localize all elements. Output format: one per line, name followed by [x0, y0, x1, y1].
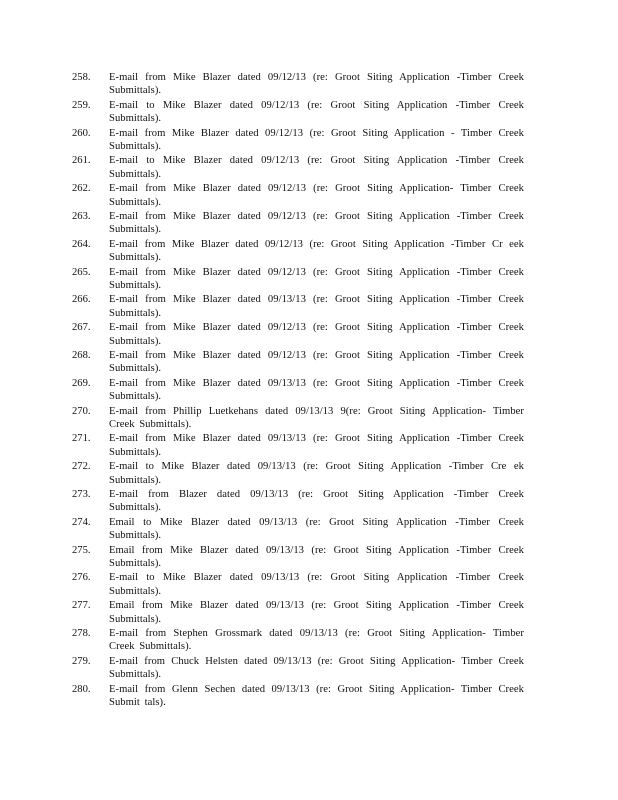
list-item [72, 210, 532, 238]
item-number: 266. [72, 294, 91, 306]
item-text: E-mail to Mike Blazer dated 09/13/13 (re: Groot Siting Application -Timber Creek Submittals). [109, 572, 524, 597]
item-text: E-mail from Mike Blazer dated 09/12/13 (re: Groot Siting Application -Timber Cr eek Submittals). [109, 238, 524, 264]
item-text: E-mail from Chuck Helsten dated 09/13/13 (re: Groot Siting Application- Timber Creek Submittals). [109, 655, 524, 681]
item-text: E-mail from Mike Blazer dated 09/12/13 (re: Groot Siting Application -Timber Creek Submittals). [109, 266, 524, 291]
item-text: Email from Mike Blazer dated 09/13/13 (re: Groot Siting Application -Timber Creek Submittals). [109, 600, 524, 625]
item-text: E-mail from Phillip Luetkehans dated 09/13/13 9(re: Groot Siting Application- Timber Creek Submittals). [109, 405, 524, 430]
item-number: 268. [72, 349, 91, 361]
email-exhibit-list [72, 71, 532, 710]
item-text: E-mail from Blazer dated 09/13/13 (re: Groot Siting Application -Timber Creek Submittals). [109, 488, 524, 514]
list-item [72, 182, 532, 210]
list-item [72, 516, 532, 544]
list-item [72, 349, 532, 377]
item-number: 274. [72, 516, 91, 528]
item-text: E-mail to Mike Blazer dated 09/12/13 (re: Groot Siting Application -Timber Creek Submittals). [109, 155, 524, 180]
item-number: 264. [72, 238, 91, 250]
item-text: Email from Mike Blazer dated 09/13/13 (re: Groot Siting Application -Timber Creek Submittals). [109, 544, 524, 569]
item-number: 271. [72, 433, 91, 445]
item-number: 261. [72, 155, 91, 167]
list-item [72, 99, 532, 127]
item-number: 272. [72, 461, 91, 473]
list-item [72, 488, 532, 516]
item-number: 278. [72, 627, 91, 639]
item-number: 270. [72, 405, 91, 417]
list-item [72, 321, 532, 349]
item-text: E-mail from Stephen Grossmark dated 09/13/13 (re: Groot Siting Application- Timber Creek Submittals). [109, 627, 524, 653]
list-item [72, 683, 532, 711]
item-text: E-mail from Mike Blazer dated 09/12/13 (re: Groot Siting Application -Timber Creek Submittals). [109, 322, 524, 347]
item-number: 258. [72, 72, 91, 83]
item-number: 260. [72, 127, 91, 139]
item-text: E-mail from Mike Blazer dated 09/12/13 (re: Groot Siting Application- Timber Creek Submittals). [109, 183, 524, 208]
item-text: E-mail from Mike Blazer dated 09/13/13 (re: Groot Siting Application -Timber Creek Submittals). [109, 433, 524, 458]
item-number: 263. [72, 210, 91, 222]
list-item [72, 127, 532, 155]
item-text: E-mail from Mike Blazer dated 09/13/13 (re: Groot Siting Application -Timber Creek Submittals). [109, 377, 524, 403]
item-text: E-mail from Mike Blazer dated 09/12/13 (re: Groot Siting Application - Timber Creek Submittals). [109, 127, 524, 152]
list-item [72, 154, 532, 182]
item-number: 279. [72, 655, 91, 667]
list-item [72, 544, 532, 572]
item-number: 280. [72, 683, 91, 695]
item-number: 269. [72, 377, 91, 389]
item-number: 265. [72, 266, 91, 278]
item-number: 275. [72, 544, 91, 556]
item-text: E-mail to Mike Blazer dated 09/12/13 (re: Groot Siting Application -Timber Creek Submittals). [109, 99, 524, 125]
list-item [72, 266, 532, 294]
item-text: E-mail from Mike Blazer dated 09/13/13 (re: Groot Siting Application -Timber Creek Submittals). [109, 294, 524, 319]
list-item [72, 238, 532, 266]
list-item [72, 432, 532, 460]
list-item [72, 377, 532, 405]
item-text: E-mail from Mike Blazer dated 09/12/13 (re: Groot Siting Application -Timber Creek Submittals). [109, 72, 524, 97]
item-number: 277. [72, 600, 91, 612]
list-item [72, 599, 532, 627]
item-number: 273. [72, 488, 91, 500]
item-number: 276. [72, 572, 91, 584]
item-text: E-mail from Mike Blazer dated 09/12/13 (re: Groot Siting Application -Timber Creek Submittals). [109, 349, 524, 375]
item-text: E-mail from Mike Blazer dated 09/12/13 (re: Groot Siting Application -Timber Creek Submittals). [109, 210, 524, 236]
list-item [72, 460, 532, 488]
item-number: 267. [72, 322, 91, 334]
item-text: E-mail from Glenn Sechen dated 09/13/13 (re: Groot Siting Application- Timber Creek Submit tals). [109, 683, 524, 708]
list-item [72, 293, 532, 321]
list-item [72, 71, 532, 99]
item-number: 259. [72, 99, 91, 111]
list-item [72, 655, 532, 683]
item-text: Email to Mike Blazer dated 09/13/13 (re: Groot Siting Application -Timber Creek Submittals). [109, 516, 524, 542]
list-item [72, 627, 532, 655]
item-number: 262. [72, 183, 91, 195]
list-item [72, 571, 532, 599]
list-item [72, 405, 532, 433]
item-text: E-mail to Mike Blazer dated 09/13/13 (re: Groot Siting Application -Timber Cre ek Submittals). [109, 461, 524, 486]
